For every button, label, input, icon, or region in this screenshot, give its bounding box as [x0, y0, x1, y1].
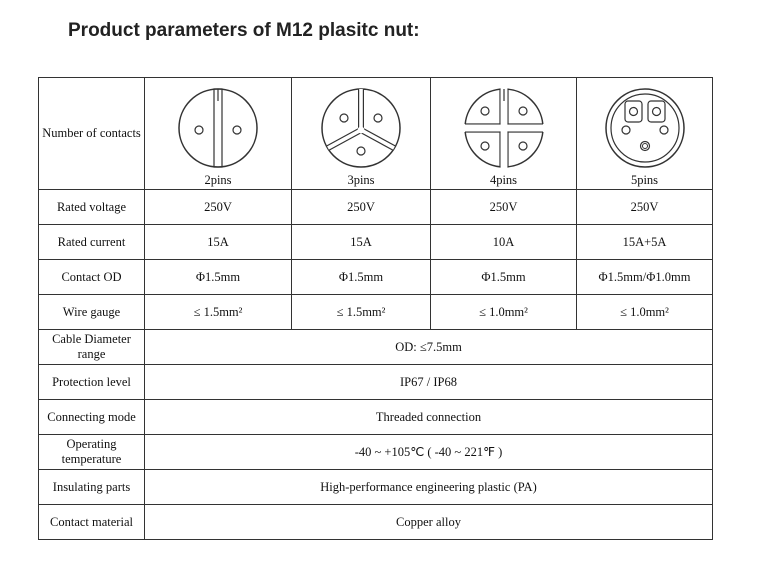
- 4-pin-connector-face-icon: [462, 86, 546, 170]
- table-cell: 250V: [577, 190, 713, 225]
- row-label: Contact material: [39, 505, 145, 540]
- contact-material-row: [39, 505, 713, 540]
- table-cell: 15A+5A: [577, 225, 713, 260]
- row-label: Connecting mode: [39, 400, 145, 435]
- table-cell: Φ1.5mm/Φ1.0mm: [577, 260, 713, 295]
- table-cell: 15A: [145, 225, 292, 260]
- row-label: Protection level: [39, 365, 145, 400]
- pin-count-label: 3pins: [347, 173, 375, 187]
- table-cell: Φ1.5mm: [292, 260, 431, 295]
- row-label: Contact OD: [39, 260, 145, 295]
- page-title: Product parameters of M12 plasitc nut:: [68, 20, 420, 41]
- row-label: Rated voltage: [39, 190, 145, 225]
- table-cell: -40 ~ +105℃ ( -40 ~ 221℉ ): [145, 435, 713, 470]
- row-label: Wire gauge: [39, 295, 145, 330]
- protection-level-row: [39, 365, 713, 400]
- table-cell: 250V: [431, 190, 577, 225]
- contacts-row: [39, 78, 713, 190]
- row-label: Insulating parts: [39, 470, 145, 505]
- contact-od-row: [39, 260, 713, 295]
- rated-current-row: [39, 225, 713, 260]
- pin-count-label: 4pins: [489, 173, 518, 187]
- insulating-parts-row: [39, 470, 713, 505]
- pin-column-2pins: [145, 78, 292, 190]
- table-cell: Copper alloy: [145, 505, 713, 540]
- pin-column-3pins: [292, 78, 431, 190]
- pin-column-4pins: [431, 78, 577, 190]
- 2-pin-connector-face-icon: [176, 86, 260, 170]
- 5-pin-connector-face-icon: [603, 86, 687, 170]
- operating-temperature-row: [39, 435, 713, 470]
- row-label: Rated current: [39, 225, 145, 260]
- table-cell: 250V: [145, 190, 292, 225]
- table-cell: OD: ≤7.5mm: [145, 330, 713, 365]
- pin-column-5pins: [577, 78, 713, 190]
- pin-count-label: 5pins: [630, 173, 659, 187]
- table-cell: ≤ 1.5mm²: [292, 295, 431, 330]
- row-label: Operating temperature: [39, 435, 145, 470]
- row-label: Cable Diameter range: [39, 330, 145, 365]
- table-cell: ≤ 1.0mm²: [431, 295, 577, 330]
- connecting-mode-row: [39, 400, 713, 435]
- wire-gauge-row: [39, 295, 713, 330]
- table-cell: 10A: [431, 225, 577, 260]
- cable-diameter-row: [39, 330, 713, 365]
- pin-count-label: 2pins: [204, 173, 232, 187]
- 3-pin-connector-face-icon: [319, 86, 403, 170]
- table-cell: Φ1.5mm: [431, 260, 577, 295]
- rated-voltage-row: [39, 190, 713, 225]
- table-cell: Threaded connection: [145, 400, 713, 435]
- table-cell: ≤ 1.5mm²: [145, 295, 292, 330]
- table-cell: ≤ 1.0mm²: [577, 295, 713, 330]
- table-cell: High-performance engineering plastic (PA): [145, 470, 713, 505]
- table-cell: IP67 / IP68: [145, 365, 713, 400]
- table-cell: 15A: [292, 225, 431, 260]
- table-cell: Φ1.5mm: [145, 260, 292, 295]
- table-cell: 250V: [292, 190, 431, 225]
- row-label: Number of contacts: [39, 78, 145, 190]
- product-parameters-table: [38, 77, 713, 540]
